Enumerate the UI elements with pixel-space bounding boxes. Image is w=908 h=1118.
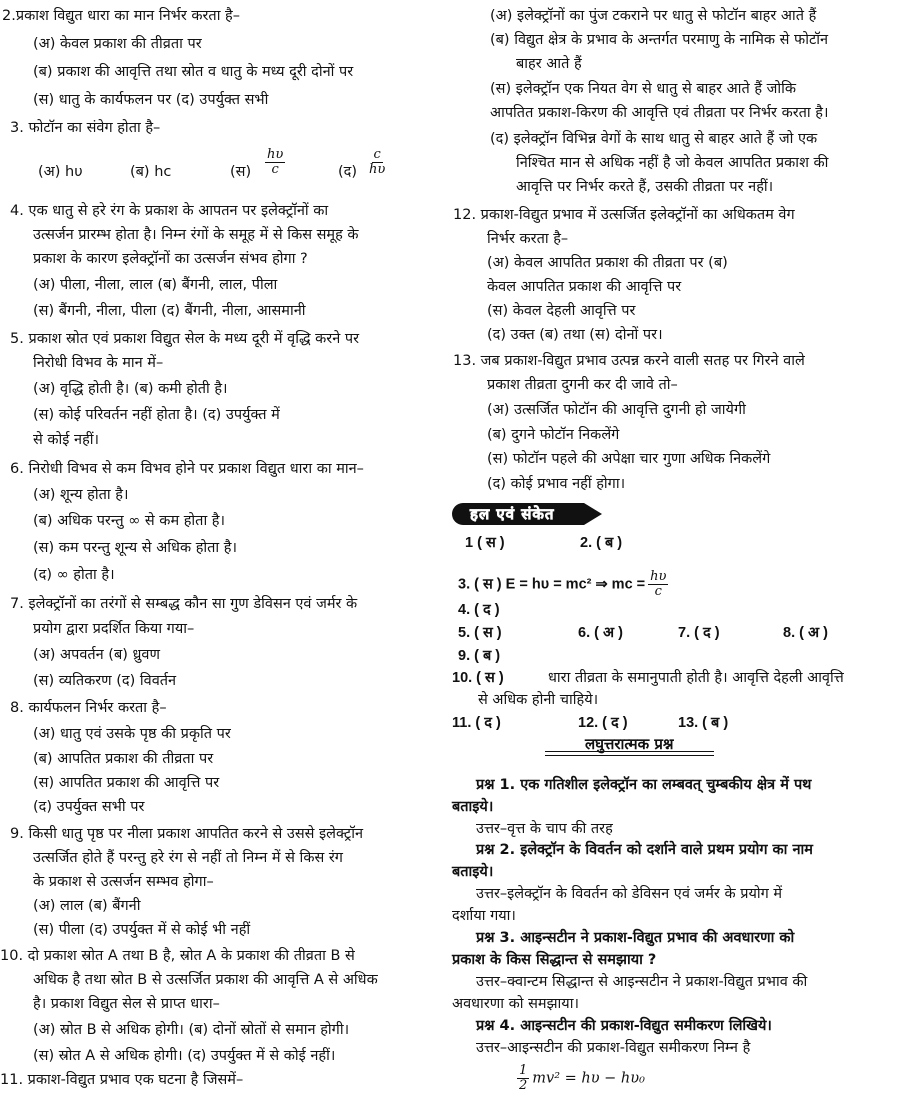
denominator: c [271,162,279,177]
question-line: आपतित प्रकाश-किरण की आवृत्ति एवं तीव्रता पर निर्भर करता है। [490,105,829,121]
hints-heading-text: हल एवं संकेत [470,505,555,523]
denominator: hυ [369,162,386,177]
question-line: (द) कोई प्रभाव नहीं होगा। [487,476,626,492]
question-line: (अ) वृद्धि होती है। (ब) कमी होती है। [33,381,228,397]
answer-key: 2. ( ब ) [580,535,623,551]
question-line: (स) कम परन्तु शून्य से अधिक होता है। [33,540,237,556]
question-line: है। प्रकाश विद्युत सेल से प्राप्त धारा– [33,996,220,1012]
numerator: c [373,147,381,162]
answer-key: 9. ( ब ) [458,648,501,664]
question-line: बाहर आते हैं [516,56,582,72]
question-line: (द) उपर्युक्त सभी पर [33,799,145,815]
question-line: (स) धातु के कार्यफलन पर (द) उपर्युक्त सभी [33,92,269,108]
answer-10-explanation: से अधिक होनी चाहिये। [478,692,599,708]
question-line: (स) आपतित प्रकाश की आवृत्ति पर [33,775,220,791]
question-line: (स) बैंगनी, नीला, पीला (द) बैंगनी, नीला, आसमानी [33,303,306,319]
answer-text: उत्तर–क्वान्टम सिद्धान्त से आइन्सटीन ने प्रकाश-विद्युत प्रभाव की [476,974,808,990]
question-line: (अ) पीला, नीला, लाल (ब) बैंगनी, लाल, पीला [33,277,278,293]
denominator: 2 [519,1078,528,1093]
question-line: (अ) स्रोत B से अधिक होगी। (ब) दोनों स्रोतों से समान होगी। [33,1022,350,1038]
question-line: (द) उक्त (ब) तथा (स) दोनों पर। [487,327,663,343]
answer-text: उत्तर–इलेक्ट्रॉन के विवर्तन को डेविसन एवं जर्मर के प्रयोग में [476,886,783,902]
question-line: 13. जब प्रकाश-विद्युत प्रभाव उत्पन्न करने वाली सतह पर गिरने वाले [453,353,805,369]
answer-text: अवधारणा को समझाया। [452,996,579,1012]
question-line: (द) इलेक्ट्रॉन विभिन्न वेगों के साथ धातु से बाहर आते हैं जो एक [490,131,818,147]
question-line: से कोई नहीं। [33,432,100,448]
answer-key: 1 ( स ) [465,535,505,551]
einstein-equation [514,1064,645,1093]
question-line: (अ) केवल आपतित प्रकाश की तीव्रता पर (ब) [487,255,728,271]
denominator: c [654,584,662,599]
q3-option: (ब) hc [130,164,172,180]
question-line: (स) पीला (द) उपर्युक्त में से कोई भी नहीं [33,922,251,938]
answer-key: 4. ( द ) [458,602,500,618]
question-line: आवृत्ति पर निर्भर करते हैं, उसकी तीव्रता पर नहीं। [516,179,774,195]
question-line: प्रकाश तीव्रता दुगनी कर दी जावे तो– [487,377,678,393]
question-line: (अ) धातु एवं उसके पृष्ठ की प्रकृति पर [33,726,231,742]
answer-key: 10. ( स ) [452,670,504,686]
equation-rest: mv² = hυ − hυ₀ [532,1070,645,1087]
q3-option: (अ) hυ [38,164,83,180]
question-line: प्रयोग द्वारा प्रदर्शित किया गया– [33,621,195,637]
question-line: निर्भर करता है– [487,231,569,247]
question-line: के प्रकाश से उत्सर्जन सम्भव होगा– [33,874,214,890]
question-line: (अ) उत्सर्जित फोटॉन की आवृत्ति दुगनी हो जायेगी [487,402,746,418]
question-line: 2.प्रकाश विद्युत धारा का मान निर्भर करता है– [2,8,241,24]
answer-key: 12. ( द ) [578,715,628,731]
question-line: (अ) लाल (ब) बैंगनी [33,898,141,914]
question-line: (अ) अपवर्तन (ब) ध्रुवण [33,647,160,663]
question-line: 10. दो प्रकाश स्रोत A तथा B है, स्रोत A के प्रकाश की तीव्रता B से [0,948,355,964]
answer-key: 13. ( ब ) [678,715,729,731]
question-line: (स) स्रोत A से अधिक होगी। (द) उपर्युक्त में से कोई नहीं। [33,1048,336,1064]
question-line: उत्सर्जन प्रारम्भ होता है। निम्न रंगों के समूह में से किस समूह के [33,227,359,243]
question-line: 6. निरोधी विभव से कम विभव होने पर प्रकाश विद्युत धारा का मान– [10,461,364,477]
question-line: (ब) अधिक परन्तु ∞ से कम होता है। [33,513,225,529]
short-answer-heading: लघुत्तरात्मक प्रश्न [585,735,674,753]
question-text: बताइये। [452,799,494,815]
q3-option: (स) [230,164,252,180]
question-text: बताइये। [452,864,494,880]
question-line: 8. कार्यफलन निर्भर करता है– [10,700,167,716]
question-line: केवल आपतित प्रकाश की आवृत्ति पर [487,279,682,295]
answer-key: 7. ( द ) [678,625,720,641]
q3-fraction [262,148,288,177]
answer-3-equation [458,570,671,599]
numerator: hυ [650,569,667,584]
question-line: (स) व्यतिकरण (द) विवर्तन [33,673,177,689]
q3-fraction [364,148,390,177]
answer-3-text: 3. ( स ) E = hυ = mc² ⇒ mc = [458,576,646,593]
question-line: 7. इलेक्ट्रॉनों का तरंगों से सम्बद्ध कौन सा गुण डेविसन एवं जर्मर के [10,596,358,612]
question-line: (स) इलेक्ट्रॉन एक नियत वेग से धातु से बाहर आते हैं जोकि [490,81,797,97]
question-text: प्रश्न 2. इलेक्ट्रॉन के विवर्तन को दर्शाने वाले प्रथम प्रयोग का नाम [476,842,813,858]
question-line: (स) फोटॉन पहले की अपेक्षा चार गुणा अधिक निकलेंगे [487,451,771,467]
question-line: (द) ∞ होता है। [33,567,115,583]
question-line: 4. एक धातु से हरे रंग के प्रकाश के आपतन पर इलेक्ट्रॉनों का [10,203,329,219]
question-line: (स) केवल देहली आवृत्ति पर [487,303,636,319]
answer-key: 11. ( द ) [452,715,501,731]
question-text: प्रश्न 1. एक गतिशील इलेक्ट्रॉन का लम्बवत् चुम्बकीय क्षेत्र में पथ [476,777,812,793]
answer-key: 5. ( स ) [458,625,502,641]
question-text: प्रकाश के किस सिद्धान्त से समझाया ? [452,952,657,968]
answer-text: दर्शाया गया। [452,908,516,924]
question-line: (ब) विद्युत क्षेत्र के प्रभाव के अन्तर्गत परमाणु के नामिक से फोटॉन [490,32,829,48]
question-line: 9. किसी धातु पृष्ठ पर नीला प्रकाश आपतित करने से उससे इलेक्ट्रॉन [10,826,364,842]
q3-option: (द) [338,164,358,180]
numerator: hυ [267,147,284,162]
question-text: प्रश्न 4. आइन्सटीन की प्रकाश-विद्युत समीकरण लिखिये। [476,1018,772,1034]
answer-text: उत्तर–वृत्त के चाप की तरह [476,821,613,837]
question-line: (ब) आपतित प्रकाश की तीव्रता पर [33,751,214,767]
question-line: (ब) दुगने फोटॉन निकलेंगे [487,427,620,443]
question-line: 3. फोटॉन का संवेग होता है– [10,120,161,136]
question-text: प्रश्न 3. आइन्सटीन ने प्रकाश-विद्युत प्रभाव की अवधारणा को [476,930,795,946]
question-line: उत्सर्जित होते हैं परन्तु हरे रंग से नहीं तो निम्न में से किस रंग [33,850,343,866]
question-line: निरोधी विभव के मान में– [33,355,164,371]
question-line: प्रकाश के कारण इलेक्ट्रॉनों का उत्सर्जन संभव होगा ? [33,251,308,267]
question-line: 12. प्रकाश-विद्युत प्रभाव में उत्सर्जित इलेक्ट्रॉनों का अधिकतम वेग [453,207,795,223]
hints-heading [452,501,612,529]
answer-10-explanation: धारा तीव्रता के समानुपाती होती है। आवृत्ति देहली आवृत्ति [548,670,844,686]
question-line: अधिक है तथा स्रोत B से उत्सर्जित प्रकाश की आवृत्ति A से अधिक [33,972,378,988]
answer-key: 8. ( अ ) [783,625,828,641]
question-line: 5. प्रकाश स्रोत एवं प्रकाश विद्युत सेल के मध्य दूरी में वृद्धि करने पर [10,331,360,347]
question-line: (अ) इलेक्ट्रॉनों का पुंज टकराने पर धातु से फोटॉन बाहर आते हैं [490,8,817,24]
question-line: निश्चित मान से अधिक नहीं है जो केवल आपतित प्रकाश की [516,155,829,171]
question-line: (ब) प्रकाश की आवृत्ति तथा स्रोत व धातु के मध्य दूरी दोनों पर [33,64,354,80]
answer-key: 6. ( अ ) [578,625,623,641]
question-line: (अ) शून्य होता है। [33,487,129,503]
question-line: (अ) केवल प्रकाश की तीव्रता पर [33,36,202,52]
numerator: 1 [519,1063,528,1078]
answer-text: उत्तर–आइन्सटीन की प्रकाश-विद्युत समीकरण निम्न है [476,1040,751,1056]
question-line: (स) कोई परिवर्तन नहीं होता है। (द) उपर्युक्त में [33,407,280,423]
question-line: 11. प्रकाश-विद्युत प्रभाव एक घटना है जिसमें– [0,1072,244,1088]
